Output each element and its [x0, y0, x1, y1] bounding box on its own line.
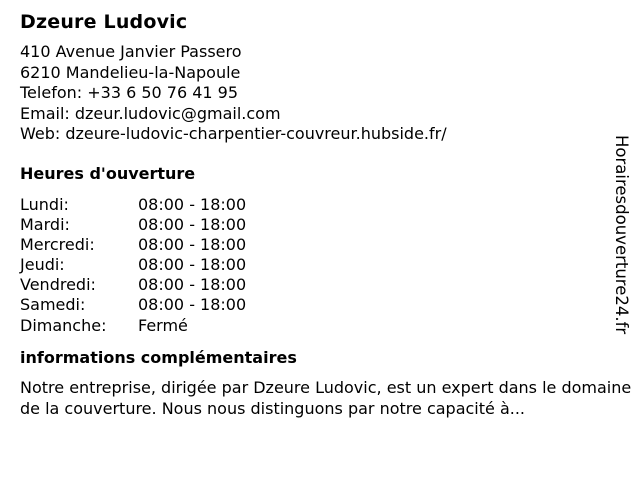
opening-hours-table	[20, 195, 620, 336]
hours-day: Vendredi:	[20, 275, 96, 295]
hours-row-friday	[20, 275, 620, 295]
hours-day: Dimanche:	[20, 315, 107, 335]
email-address: Email: dzeur.ludovic@gmail.com	[20, 103, 281, 123]
address-city: 6210 Mandelieu-la-Napoule	[20, 62, 241, 82]
hours-day: Samedi:	[20, 295, 86, 315]
hours-day: Mardi:	[20, 214, 70, 234]
hours-time: 08:00 - 18:00	[138, 194, 247, 214]
website-link[interactable]: Web: dzeure-ludovic-charpentier-couvreur.hubside.fr/	[20, 124, 447, 143]
contact-block	[20, 42, 620, 145]
address-street: 410 Avenue Janvier Passero	[20, 42, 242, 61]
hours-time: 08:00 - 18:00	[138, 275, 247, 295]
hours-time: 08:00 - 18:00	[138, 295, 247, 315]
hours-row-thursday	[20, 255, 620, 275]
hours-day: Jeudi:	[20, 255, 65, 275]
hours-time: Fermé	[138, 315, 188, 335]
hours-day: Mercredi:	[20, 234, 95, 254]
hours-time: 08:00 - 18:00	[138, 214, 247, 234]
business-name: Dzeure Ludovic	[20, 11, 188, 33]
hours-row-saturday	[20, 295, 620, 315]
business-description: Notre entreprise, dirigée par Dzeure Ludovic, est un expert dans le domaine de la couverture. Nous nous distinguons par notre capacité à...	[20, 377, 632, 418]
hours-row-wednesday	[20, 235, 620, 255]
hours-row-monday	[20, 195, 620, 215]
hours-day: Lundi:	[20, 194, 69, 214]
additional-info-heading: informations complémentaires	[20, 347, 297, 367]
hours-row-sunday	[20, 316, 620, 336]
opening-hours-heading: Heures d'ouverture	[20, 163, 196, 183]
hours-time: 08:00 - 18:00	[138, 234, 247, 254]
site-watermark	[611, 135, 631, 347]
watermark-text: Horairesdouverture24.fr	[612, 135, 631, 335]
hours-time: 08:00 - 18:00	[138, 255, 247, 275]
phone-number: Telefon: +33 6 50 76 41 95	[20, 83, 239, 102]
hours-row-tuesday	[20, 215, 620, 235]
